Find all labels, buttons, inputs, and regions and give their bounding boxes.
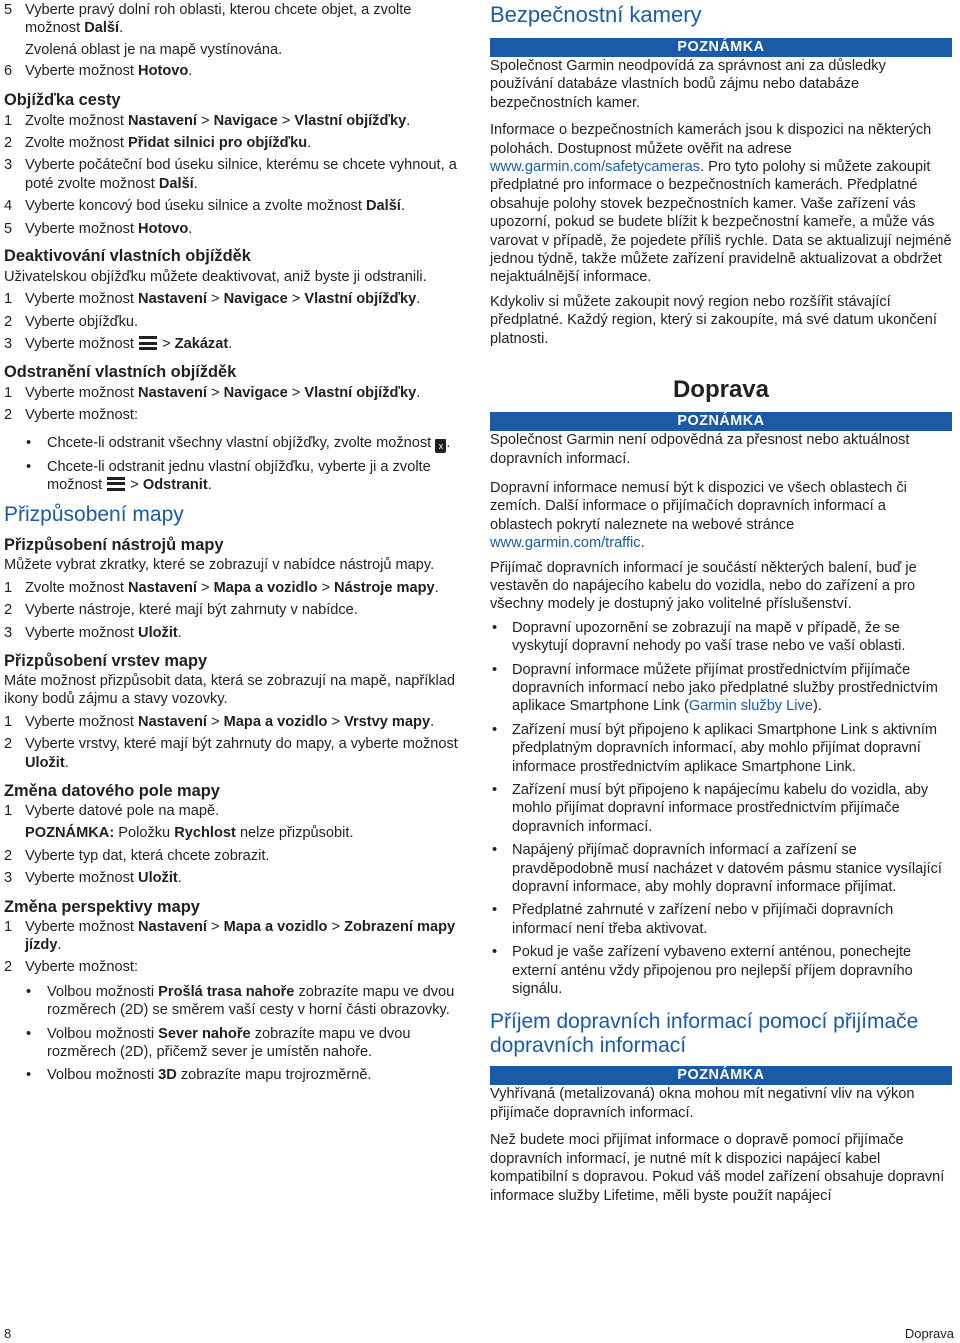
step-note: Zvolená oblast je na mapě vystínována.	[25, 41, 283, 58]
deakt-intro: Uživatelskou objížďku můžete deaktivovat, aniž byste ji odstranili.	[4, 269, 427, 286]
bullet-item: • Napájený přijímač dopravních informací a zařízení se pravděpodobně musí nacházet v datovém pásmu stanice vysílající dopravní informace, aby mohly dopravní informace přijímat.	[492, 842, 942, 896]
step-3: 3 Vyberte možnost > Zakázat.	[4, 336, 233, 353]
prijem-note: Vyhřívaná (metalizovaná) okna mohou mít negativní vliv na výkon přijímače dopravních informací.	[490, 1086, 915, 1121]
bullet-item: • Zařízení musí být připojeno k napájecímu kabelu do vozidla, aby mohlo přijímat dopravní informace prostřednictvím přijímače dopravních informací.	[492, 782, 929, 835]
bullet-item: • Volbou možnosti Sever nahoře zobrazíte mapu ve dvou rozměrech (2D), přičemž sever je umístěn nahoře.	[26, 1025, 411, 1061]
step-5b: 5 Vyberte možnost Hotovo.	[4, 220, 193, 237]
heading-objizdka: Objížďka cesty	[4, 90, 121, 109]
step-1: 1 Vyberte datové pole na mapě.	[4, 802, 220, 819]
kamery-paragraph: Informace o bezpečnostních kamerách jsou k dispozici na některých polohách. Dostupnost můžete ověřit na adrese www.garmin.com/safetycameras. Pro tyto polohy si můžete zakoupit předplatné pro informace o bezpečnostních kamerách. Předplatné obsahuje polohy stovek bezpečnostních kamer. Vaše zařízení vás upozorní, pokud se budete blížit k bezpečnostní kameře, a může vás varovat v případě, že pojedete příliš rychle. Data se aktualizují nejméně jednou týdně, takže můžete zařízení pravidelně aktualizovat a obdržet nejaktuálnější informace.	[490, 122, 952, 286]
step-1: 1 Vyberte možnost Nastavení > Mapa a vozidlo > Zobrazení mapy jízdy.	[4, 918, 456, 953]
heading-doprava: Doprava	[672, 376, 770, 404]
heading-vrstvy: Přizpůsobení vrstev mapy	[4, 651, 208, 670]
bullet-item: • Zařízení musí být připojeno k aplikaci Smartphone Link s aktivním předplatným dopravních informací, aby mohlo přijímat dopravní informace prostřednictvím aplikace Smartphone Link.	[492, 721, 938, 775]
heading-kamery: Bezpečnostní kamery	[490, 2, 702, 27]
bullet-item: • Předplatné zahrnuté v zařízení nebo v přijímači dopravních informací není třeba aktivovat.	[492, 902, 894, 937]
heading-odstraneni: Odstranění vlastních objížděk	[4, 362, 237, 381]
right-column	[490, 0, 952, 1205]
step-2: 2 Vyberte možnost:	[4, 407, 139, 424]
step-2: 2 Vyberte typ dat, která chcete zobrazit.	[4, 847, 270, 864]
step-1: 1 Vyberte možnost Nastavení > Navigace > Vlastní objížďky.	[4, 384, 421, 401]
step-5: 5 Vyberte pravý dolní roh oblasti, kterou chcete objet, a zvolte možnost Další.	[4, 2, 412, 37]
bullet-item: • Volbou možnosti Prošlá trasa nahoře zobrazíte mapu ve dvou rozměrech (2D) se směrem vaší cesty v horní části obrazovky.	[26, 983, 455, 1019]
heading-deaktivovani: Deaktivování vlastních objížděk	[4, 247, 251, 266]
step-1: 1 Zvolte možnost Nastavení > Navigace > Vlastní objížďky.	[4, 112, 411, 129]
heading-prijem: Příjem dopravních informací pomocí přijímače dopravních informací	[490, 1010, 919, 1058]
step-2: 2 Vyberte objížďku.	[4, 313, 139, 330]
doprava-paragraph-2: Přijímač dopravních informací je součástí některých balení, buď je vestavěn do napájecího kabelu do vozidla, nebo do zařízení a pro všechny modely je dostupný jako volitelné příslušenství.	[490, 559, 917, 613]
step-3: 3 Vyberte počáteční bod úseku silnice, kterému se chcete vyhnout, a poté zvolte možnost Další.	[4, 157, 457, 192]
nastroje-intro: Můžete vybrat zkratky, které se zobrazují v nabídce nástrojů mapy.	[4, 557, 435, 574]
left-column	[4, 0, 460, 1085]
vrstvy-intro: Máte možnost přizpůsobit data, která se zobrazují na mapě, například ikony bodů zájmu a stavy vozovky.	[4, 672, 456, 708]
bullet-item: • Pokud je vaše zařízení vybaveno externí anténou, ponechejte externí anténu vždy připojenou pro nejlepší příjem dopravního signálu.	[492, 944, 913, 998]
bullet-item: • Dopravní upozornění se zobrazují na mapě v případě, že se vyskytují dopravní nehody po vaší trase nebo ve vaší oblasti.	[492, 619, 906, 655]
trash-icon: x	[435, 439, 446, 453]
kamery-note: Společnost Garmin neodpovídá za správnost ani za důsledky používání databáze vlastních bodů zájmu nebo databáze bezpečnostních kamer.	[490, 58, 886, 111]
prijem-paragraph: Než budete moci přijímat informace o dopravě pomocí přijímače dopravních informací, je nutné mít k dispozici napájecí kabel kompatibilní s dopravou. Pokud váš model zařízení obsahuje dopravní informace služby Lifetime, měli byste použít napájecí	[490, 1132, 945, 1204]
step-1: 1 Zvolte možnost Nastavení > Mapa a vozidlo > Nástroje mapy.	[4, 579, 439, 596]
bullet-item: • Dopravní informace můžete přijímat prostřednictvím přijímače dopravních informací nebo jako předplatné služby prostřednictvím aplikace Smartphone Link (Garmin služby Live).	[492, 661, 938, 715]
step-3: 3 Vyberte možnost Uložit.	[4, 870, 182, 887]
step-note: POZNÁMKA: Položku Rychlost nelze přizpůsobit.	[25, 825, 354, 842]
bullet-item: • Volbou možnosti 3D zobrazíte mapu trojrozměrně.	[26, 1067, 372, 1084]
footer-section-title: Doprava	[904, 1326, 954, 1341]
step-3: 3 Vyberte možnost Uložit.	[4, 624, 182, 641]
menu-icon	[107, 477, 125, 491]
step-2: 2 Vyberte nástroje, které mají být zahrnuty v nabídce.	[4, 602, 358, 619]
bullet-item: • Chcete-li odstranit všechny vlastní objížďky, zvolte možnost x .	[26, 434, 451, 451]
note-banner: POZNÁMKA	[490, 412, 952, 431]
step-1: 1 Vyberte možnost Nastavení > Mapa a vozidlo > Vrstvy mapy.	[4, 713, 435, 730]
heading-prizpusobeni-mapy: Přizpůsobení mapy	[4, 503, 184, 527]
step-4: 4 Vyberte koncový bod úseku silnice a zvolte možnost Další.	[4, 198, 405, 215]
doprava-note: Společnost Garmin není odpovědná za přesnost nebo aktuálnost dopravních informací.	[490, 432, 910, 467]
menu-icon	[139, 336, 157, 350]
kamery-paragraph-2: Kdykoliv si můžete zakoupit nový region nebo rozšířit stávající předplatné. Každý region, který si zakoupíte, má své datum ukončení platnosti.	[490, 293, 937, 347]
note-banner: POZNÁMKA	[490, 38, 952, 57]
step-2: 2 Zvolte možnost Přidat silnici pro objížďku.	[4, 135, 312, 152]
traffic-link[interactable]: www.garmin.com/traffic	[490, 535, 641, 552]
step-1: 1 Vyberte možnost Nastavení > Navigace > Vlastní objížďky.	[4, 291, 421, 308]
heading-datove-pole: Změna datového pole mapy	[4, 781, 220, 800]
step-6: 6 Vyberte možnost Hotovo.	[4, 63, 193, 80]
heading-nastroje: Přizpůsobení nástrojů mapy	[4, 536, 224, 555]
safety-cameras-link[interactable]: www.garmin.com/safetycameras	[490, 159, 701, 176]
step-2: 2 Vyberte vrstvy, které mají být zahrnuty do mapy, a vyberte možnost Uložit.	[4, 736, 458, 771]
bullet-item: • Chcete-li odstranit jednu vlastní objížďku, vyberte ji a zvolte možnost > Odstranit.	[26, 458, 431, 493]
doprava-paragraph: Dopravní informace nemusí být k dispozici ve všech oblastech či zemích. Další informace o přijímačích dopravních informací a oblastech pokrytí naleznete na webové stránce www.garmin.com/traffic.	[490, 479, 907, 552]
step-2: 2 Vyberte možnost:	[4, 959, 139, 976]
heading-perspektiva: Změna perspektivy mapy	[4, 897, 200, 916]
page-number: 8	[4, 1326, 12, 1341]
garmin-live-link[interactable]: Garmin služby Live	[688, 698, 813, 715]
note-banner: POZNÁMKA	[490, 1066, 952, 1085]
